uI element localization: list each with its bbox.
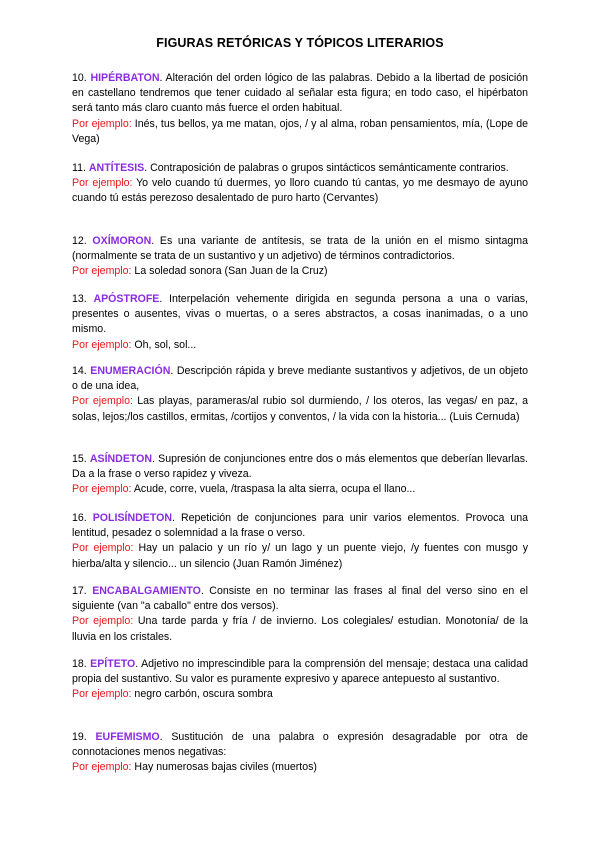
- entry-number: 15.: [72, 453, 87, 465]
- entry-oximoron: [72, 234, 528, 280]
- entry-example: [72, 176, 528, 206]
- entry-definition: [72, 292, 528, 338]
- example-label: Por ejemplo:: [72, 542, 134, 555]
- entry-term: OXÍMORON: [92, 235, 152, 247]
- entry-number: 10.: [72, 72, 87, 84]
- example-text: Acude, corre, vuela, /traspasa la alta sierra, ocupa el llano...: [131, 483, 416, 496]
- example-text: La soledad sonora (San Juan de la Cruz): [131, 265, 328, 278]
- entry-example: [72, 117, 528, 147]
- entry-number: 18.: [72, 658, 87, 670]
- entry-number: 19.: [72, 731, 87, 743]
- entry-definition-text: . Es una variante de antítesis, se trata de la unión en el mismo sintagma (normalmente se trata de un sustantivo y un adjetivo) de términos contradictorios.: [72, 235, 528, 263]
- example-label: Por ejemplo:: [72, 688, 132, 701]
- entry-number: 11.: [72, 162, 86, 174]
- entry-definition: [72, 364, 528, 394]
- entry-enumeracion: [72, 364, 528, 425]
- entry-apostrofe: [72, 292, 528, 353]
- example-label: Por ejemplo:: [72, 117, 132, 130]
- entry-term: APÓSTROFE: [93, 293, 160, 305]
- entry-example: [72, 264, 528, 279]
- example-label: Por ejemplo:: [72, 615, 134, 628]
- entry-term: ENCABALGAMIENTO: [92, 585, 201, 597]
- entry-definition-text: . Alteración del orden lógico de las palabras. Debido a la libertad de posición en castellano tendremos que tener cuidado al señalar esta figura; en todo caso, el hipérbaton será tanto más claro cuanto más fuerce el orden habitual.: [72, 72, 528, 115]
- example-label: Por ejemplo:: [72, 265, 132, 278]
- entry-asindeton: [72, 452, 528, 498]
- entry-example: [72, 338, 528, 353]
- entry-term: ANTÍTESIS: [88, 162, 145, 174]
- entry-number: 13.: [72, 293, 87, 305]
- example-text: Una tarde parda y fría / de invierno. Los colegiales/ estudian. Monotonía/ de la lluvia en los cristales.: [72, 615, 528, 643]
- page-title: FIGURAS RETÓRICAS Y TÓPICOS LITERARIOS: [156, 36, 444, 50]
- entry-definition: [72, 161, 528, 176]
- entry-term: EUFEMISMO: [95, 731, 160, 743]
- entry-example: [72, 687, 528, 702]
- entry-term: ENUMERACIÓN: [90, 365, 171, 377]
- entry-number: 16.: [72, 512, 87, 524]
- example-text: Las playas, parameras/al rubio sol durmiendo, / los oteros, las vegas/ en paz, a solas, lejos;/los castillos, ermitas, /cortijos y conventos, / la vida con la historia... (Luis Cernuda): [72, 395, 528, 423]
- entry-definition-text: . Consiste en no terminar las frases al final del verso sino en el siguiente (van "a caballo" entre dos versos).: [72, 585, 528, 613]
- entry-term: ASÍNDETON: [89, 453, 153, 465]
- entry-number: 12.: [72, 235, 87, 247]
- example-label: Por ejemplo:: [72, 483, 132, 496]
- entry-definition-text: . Interpelación vehemente dirigida en segunda persona a una o varias, presentes o ausentes, vivas o muertas, o a seres abstractos, a cosas inanimadas, o a uno mismo.: [72, 293, 528, 336]
- entry-term: POLISÍNDETON: [92, 512, 173, 524]
- entry-definition: [72, 584, 528, 614]
- entry-definition: [72, 730, 528, 760]
- entry-example: [72, 394, 528, 424]
- example-label: Por ejemplo:: [72, 395, 133, 408]
- entry-definition-text: . Repetición de conjunciones para unir varios elementos. Provoca una lentitud, pesadez o solemnidad a la frase o verso.: [72, 512, 528, 540]
- entry-hiperbaton: [72, 71, 528, 147]
- entry-epiteto: [72, 657, 528, 703]
- entry-term: EPÍTETO: [90, 658, 136, 670]
- example-text: Hay numerosas bajas civiles (muertos): [131, 761, 317, 774]
- entry-number: 14.: [72, 365, 87, 377]
- entry-example: [72, 482, 528, 497]
- entry-definition: [72, 657, 528, 687]
- entry-example: [72, 541, 528, 571]
- example-label: Por ejemplo:: [72, 177, 133, 190]
- entry-encabalgamiento: [72, 584, 528, 645]
- example-text: Yo velo cuando tú duermes, yo lloro cuando tú cantas, yo me desmayo de ayuno cuando tú estás perezoso desalentado de puro harto (Cervantes): [72, 177, 528, 205]
- example-text: Inés, tus bellos, ya me matan, ojos, / y al alma, roban pensamientos, mía, (Lope de Vega): [72, 117, 528, 145]
- entry-definition-text: . Adjetivo no imprescindible para la comprensión del mensaje; destaca una calidad propia del sustantivo. Su valor es puramente expresivo y aparece antepuesto al sustantivo.: [72, 658, 528, 686]
- entry-eufemismo: [72, 730, 528, 776]
- entry-definition-text: . Supresión de conjunciones entre dos o más elementos que deberían llevarlas. Da a la frase o verso rapidez y viveza.: [72, 453, 528, 481]
- entry-definition: [72, 452, 528, 482]
- entry-definition-text: . Contraposición de palabras o grupos sintácticos semánticamente contrarios.: [144, 162, 509, 174]
- entry-definition: [72, 234, 528, 264]
- entry-antitesis: [72, 161, 528, 207]
- entry-example: [72, 614, 528, 644]
- entry-definition-text: . Sustitución de una palabra o expresión desagradable por otra de connotaciones menos negativas:: [72, 731, 528, 759]
- example-label: Por ejemplo:: [72, 761, 132, 774]
- example-text: Hay un palacio y un río y/ un lago y un puente viejo, /y fuentes con musgo y hierba/alta y silencio... un silencio (Juan Ramón Jiménez): [72, 542, 528, 570]
- entry-definition: [72, 511, 528, 541]
- entry-definition-text: . Descripción rápida y breve mediante sustantivos y adjetivos, de un objeto o de una idea,: [72, 365, 528, 393]
- example-text: Oh, sol, sol...: [131, 338, 197, 351]
- entry-term: HIPÉRBATON: [90, 72, 160, 84]
- entry-definition: [72, 71, 528, 117]
- example-text: negro carbón, oscura sombra: [131, 688, 273, 701]
- entry-polisindeton: [72, 511, 528, 572]
- entry-number: 17.: [72, 585, 87, 597]
- example-label: Por ejemplo:: [72, 338, 132, 351]
- entry-example: [72, 760, 528, 775]
